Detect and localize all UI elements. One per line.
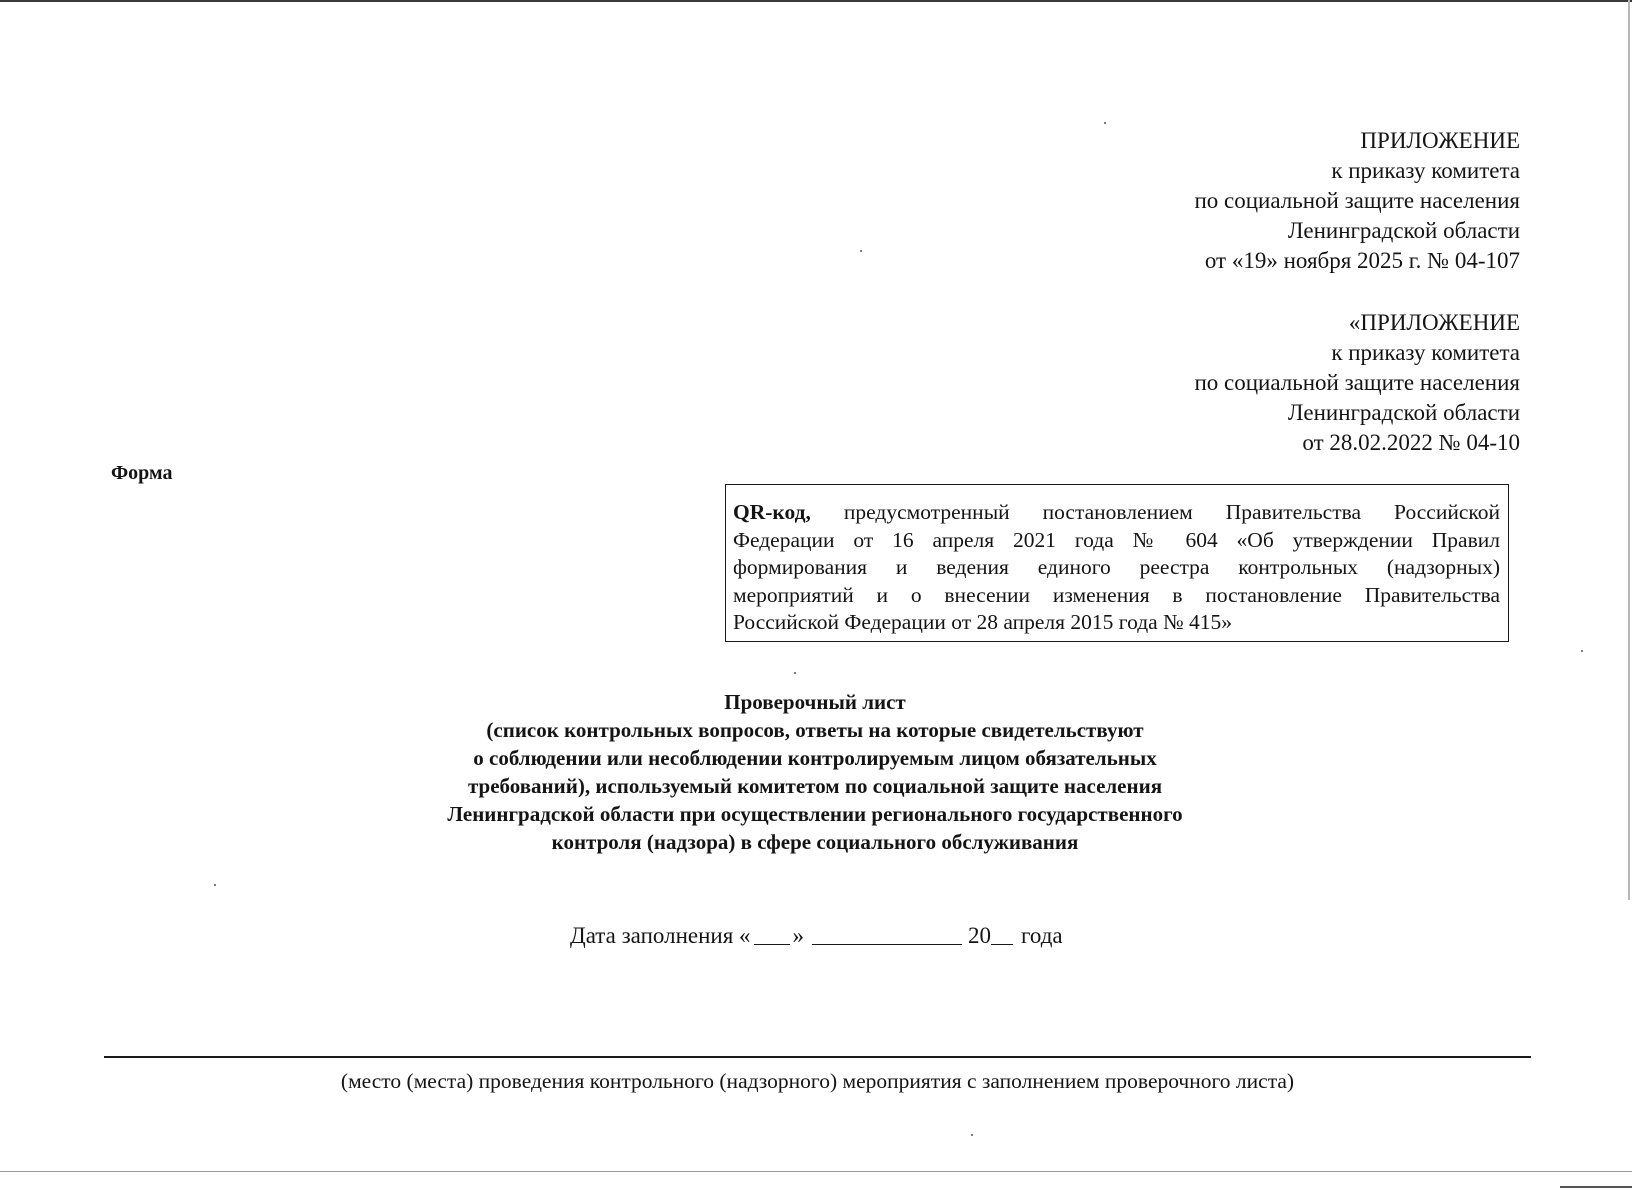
- appendix-original-line: к приказу комитета: [1331, 340, 1520, 365]
- scan-speck: [971, 1134, 973, 1136]
- title-line: контроля (надзора) в сфере социального обслуживания: [551, 830, 1079, 854]
- title-line: Проверочный лист: [724, 690, 906, 714]
- qr-code-notice-box: [725, 484, 1509, 642]
- scan-speck: [794, 672, 796, 674]
- appendix-original-line: «ПРИЛОЖЕНИЕ: [1348, 310, 1520, 335]
- fill-date-label: Дата заполнения «: [570, 923, 751, 948]
- qr-notice-line: Федерации от 16 апреля 2021 года № 604 «Об утверждении Правил: [733, 527, 1500, 552]
- appendix-current-header: [960, 126, 1520, 276]
- scan-speck: [1104, 122, 1106, 124]
- scan-edge-mark: [1560, 1186, 1632, 1188]
- scan-speck: [214, 884, 216, 886]
- qr-code-lead: QR-код,: [733, 500, 811, 524]
- title-line: требований), используемый комитетом по социальной защите населения: [467, 774, 1163, 798]
- qr-notice-text: предусмотренный постановлением Правительства Российской: [810, 500, 1500, 524]
- month-blank[interactable]: [812, 922, 962, 945]
- form-label: Форма: [111, 462, 173, 484]
- appendix-current-line: к приказу комитета: [1331, 158, 1520, 183]
- scan-edge-right: [1628, 0, 1630, 900]
- title-line: о соблюдении или несоблюдении контролируемым лицом обязательных: [473, 746, 1157, 770]
- title-line: (список контрольных вопросов, ответы на которые свидетельствуют: [486, 718, 1144, 742]
- fill-date-close-quote: »: [792, 923, 805, 948]
- appendix-current-line: Ленинградской области: [1287, 218, 1520, 243]
- scan-speck: [1581, 650, 1583, 652]
- qr-notice-line: формирования и ведения единого реестра контрольных (надзорных): [733, 555, 1500, 579]
- qr-notice-line: мероприятий и о внесении изменения в постановление Правительства: [733, 582, 1500, 607]
- appendix-current-line: ПРИЛОЖЕНИЕ: [1360, 128, 1520, 153]
- appendix-original-line: от 28.02.2022 № 04-10: [1302, 430, 1520, 455]
- scan-speck: [860, 250, 862, 252]
- scan-edge-bottom: [0, 1171, 1632, 1172]
- appendix-original-line: Ленинградской области: [1287, 400, 1520, 425]
- qr-notice-line: Российской Федерации от 28 апреля 2015 года № 415»: [733, 610, 1232, 634]
- place-blank-line[interactable]: [104, 1056, 1531, 1058]
- day-blank[interactable]: [754, 922, 790, 945]
- scan-edge-top: [0, 0, 1632, 2]
- appendix-original-line: по социальной защите населения: [1194, 370, 1520, 395]
- fill-date-year-suffix: года: [1021, 923, 1063, 948]
- appendix-current-line: по социальной защите населения: [1194, 188, 1520, 213]
- year-blank[interactable]: [991, 922, 1013, 945]
- fill-date-year-prefix: 20: [968, 923, 992, 948]
- appendix-original-header: [960, 308, 1520, 458]
- place-caption: (место (места) проведения контрольного (надзорного) мероприятия с заполнением проверочного листа): [340, 1069, 1295, 1093]
- document-title: [315, 688, 1315, 856]
- title-line: Ленинградской области при осуществлении регионального государственного: [447, 802, 1183, 826]
- qr-notice-line: [733, 499, 1500, 527]
- appendix-current-line: от «19» ноября 2025 г. № 04-107: [1204, 248, 1520, 273]
- fill-date-field: [570, 922, 1063, 949]
